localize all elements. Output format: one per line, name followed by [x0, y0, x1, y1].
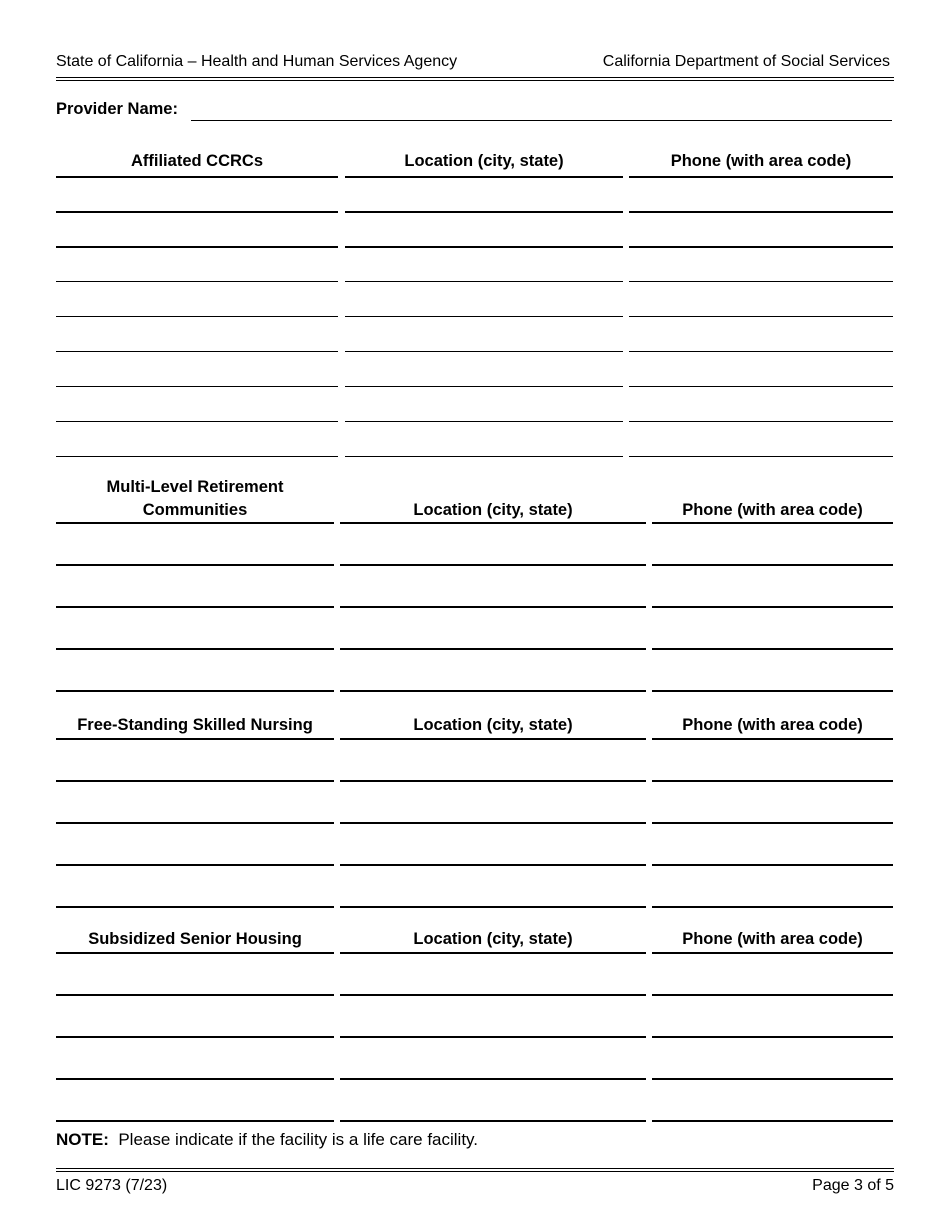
entry-line[interactable]	[340, 864, 646, 866]
entry-line[interactable]	[56, 648, 334, 650]
entry-line[interactable]	[629, 316, 893, 317]
entry-line[interactable]	[652, 822, 893, 824]
entry-line[interactable]	[652, 1078, 893, 1080]
agency-name: State of California – Health and Human Services Agency	[56, 53, 458, 70]
note-label: NOTE:	[56, 1130, 109, 1149]
note-text: Please indicate if the facility is a life care facility.	[118, 1130, 479, 1149]
section3-col3-header: Phone (with area code)	[682, 716, 863, 734]
entry-line[interactable]	[340, 994, 646, 996]
entry-line[interactable]	[340, 1120, 646, 1122]
entry-line[interactable]	[56, 456, 338, 457]
section2-col1-header: Multi-Level Retirement Communities	[106, 478, 284, 519]
header-underline	[340, 522, 646, 524]
section3-col1-header: Free-Standing Skilled Nursing	[77, 716, 313, 734]
entry-line[interactable]	[340, 564, 646, 566]
entry-line[interactable]	[652, 906, 893, 908]
entry-line[interactable]	[56, 386, 338, 387]
section1-col1-header: Affiliated CCRCs	[130, 152, 263, 170]
entry-line[interactable]	[629, 281, 893, 282]
entry-line[interactable]	[345, 211, 623, 213]
entry-line[interactable]	[629, 386, 893, 387]
entry-line[interactable]	[629, 456, 893, 457]
entry-line[interactable]	[56, 780, 334, 782]
header-underline	[340, 738, 646, 740]
section1-col2-header: Location (city, state)	[404, 152, 564, 170]
entry-line[interactable]	[345, 386, 623, 387]
entry-line[interactable]	[56, 864, 334, 866]
entry-line[interactable]	[652, 564, 893, 566]
header-underline	[345, 176, 623, 178]
entry-line[interactable]	[56, 822, 334, 824]
entry-line[interactable]	[56, 994, 334, 996]
entry-line[interactable]	[56, 246, 338, 248]
header-underline	[56, 176, 338, 178]
entry-line[interactable]	[56, 211, 338, 213]
header-underline	[652, 738, 893, 740]
section4-col1-header: Subsidized Senior Housing	[88, 930, 302, 948]
entry-line[interactable]	[652, 690, 893, 692]
section3-col2-header: Location (city, state)	[413, 716, 573, 734]
header-underline	[56, 952, 334, 954]
entry-line[interactable]	[340, 906, 646, 908]
entry-line[interactable]	[340, 606, 646, 608]
section2-col2-header: Location (city, state)	[413, 501, 573, 519]
entry-line[interactable]	[345, 316, 623, 317]
footer-divider	[56, 1168, 894, 1172]
entry-line[interactable]	[345, 421, 623, 422]
entry-line[interactable]	[345, 456, 623, 457]
entry-line[interactable]	[652, 864, 893, 866]
entry-line[interactable]	[652, 780, 893, 782]
header-underline	[340, 952, 646, 954]
department-name: California Department of Social Services	[602, 53, 890, 70]
entry-line[interactable]	[629, 351, 893, 352]
header-underline	[56, 738, 334, 740]
entry-line[interactable]	[345, 246, 623, 248]
header-divider	[56, 77, 894, 81]
page-number: Page 3 of 5	[812, 1177, 894, 1194]
entry-line[interactable]	[629, 421, 893, 422]
entry-line[interactable]	[56, 316, 338, 317]
provider-name-row	[56, 98, 892, 122]
entry-line[interactable]	[340, 822, 646, 824]
entry-line[interactable]	[56, 564, 334, 566]
entry-line[interactable]	[56, 906, 334, 908]
form-id: LIC 9273 (7/23)	[56, 1177, 168, 1194]
entry-line[interactable]	[340, 1036, 646, 1038]
header-underline	[652, 952, 893, 954]
header-underline	[56, 522, 334, 524]
section2-col3-header: Phone (with area code)	[682, 501, 863, 519]
entry-line[interactable]	[629, 211, 893, 213]
entry-line[interactable]	[340, 1078, 646, 1080]
section4-col2-header: Location (city, state)	[413, 930, 573, 948]
entry-line[interactable]	[340, 648, 646, 650]
entry-line[interactable]	[652, 648, 893, 650]
entry-line[interactable]	[56, 1078, 334, 1080]
entry-line[interactable]	[56, 1120, 334, 1122]
entry-line[interactable]	[345, 281, 623, 282]
header-underline	[629, 176, 893, 178]
provider-name-label: Provider Name:	[56, 100, 178, 118]
entry-line[interactable]	[652, 1036, 893, 1038]
entry-line[interactable]	[629, 246, 893, 248]
entry-line[interactable]	[340, 780, 646, 782]
entry-line[interactable]	[652, 1120, 893, 1122]
entry-line[interactable]	[345, 351, 623, 352]
entry-line[interactable]	[56, 281, 338, 282]
provider-name-field[interactable]	[191, 120, 892, 121]
header-underline	[652, 522, 893, 524]
page-header	[56, 53, 890, 73]
entry-line[interactable]	[56, 690, 334, 692]
entry-line[interactable]	[56, 606, 334, 608]
note	[56, 1130, 478, 1150]
section1-col3-header: Phone (with area code)	[670, 152, 852, 170]
entry-line[interactable]	[652, 994, 893, 996]
section4-col3-header: Phone (with area code)	[682, 930, 863, 948]
entry-line[interactable]	[340, 690, 646, 692]
entry-line[interactable]	[56, 421, 338, 422]
entry-line[interactable]	[652, 606, 893, 608]
entry-line[interactable]	[56, 351, 338, 352]
entry-line[interactable]	[56, 1036, 334, 1038]
